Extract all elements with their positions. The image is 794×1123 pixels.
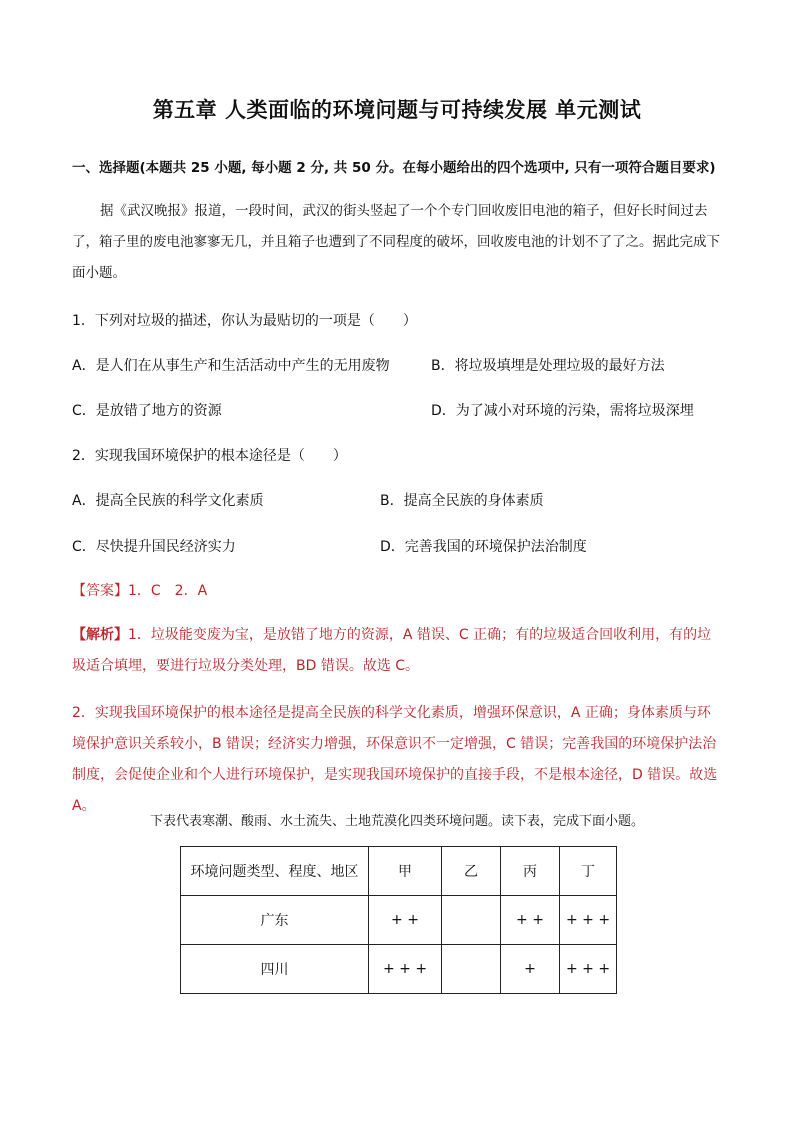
table-cell — [442, 945, 501, 994]
analysis-label: 【解析】 — [72, 627, 128, 643]
section-heading: 一、选择题(本题共 25 小题, 每小题 2 分, 共 50 分。在每小题给出的四个选项中, 只有一项符合题目要求) — [72, 160, 716, 176]
table-cell: 四川 — [181, 945, 369, 994]
table-header-cell: 甲 — [369, 847, 442, 896]
table-header-cell: 丁 — [560, 847, 617, 896]
answer-label: 【答案】 — [72, 583, 128, 599]
environment-problems-table — [180, 846, 617, 994]
table-cell — [442, 896, 501, 945]
question-1-option-b: B．将垃圾填埋是处理垃圾的最好方法 — [431, 358, 665, 374]
question-1-option-c: C．是放错了地方的资源 — [72, 403, 222, 419]
question-2-option-d: D．完善我国的环境保护法治制度 — [380, 539, 587, 555]
table-cell: + + + — [369, 945, 442, 994]
table-cell: + + — [501, 896, 560, 945]
question-1-stem: 1．下列对垃圾的描述，你认为最贴切的一项是（ ） — [72, 313, 417, 329]
table-cell: + + + — [560, 896, 617, 945]
table-cell: + + + — [560, 945, 617, 994]
page-title: 第五章 人类面临的环境问题与可持续发展 单元测试 — [152, 97, 642, 122]
question-2-stem: 2．实现我国环境保护的根本途径是（ ） — [72, 448, 347, 464]
table-header-cell: 乙 — [442, 847, 501, 896]
question-1-option-d: D．为了减小对环境的污染，需将垃圾深埋 — [431, 403, 694, 419]
question-1-option-a: A．是人们在从事生产和生活活动中产生的无用废物 — [72, 358, 390, 374]
table-header-row — [181, 847, 617, 896]
analysis-text-1: 1．垃圾能变废为宝，是放错了地方的资源，A 错误、C 正确；有的垃圾适合回收利用，有的垃圾适合填埋，要进行垃圾分类处理，BD 错误。故选 C。 — [72, 627, 712, 674]
table-lead-text: 下表代表寒潮、酸雨、水土流失、土地荒漠化四类环境问题。读下表，完成下面小题。 — [149, 814, 644, 829]
table-header-cell: 环境问题类型、程度、地区 — [181, 847, 369, 896]
table-cell: + + — [369, 896, 442, 945]
table-row — [181, 896, 617, 945]
question-2-option-c: C．尽快提升国民经济实力 — [72, 539, 236, 555]
table-row — [181, 945, 617, 994]
analysis-paragraph-1 — [72, 620, 724, 682]
table-cell: 广东 — [181, 896, 369, 945]
answer-text: 1．C 2．A — [128, 583, 208, 599]
table-header-cell: 丙 — [501, 847, 560, 896]
question-2-option-a: A．提高全民族的科学文化素质 — [72, 493, 264, 509]
answer-line — [72, 580, 207, 600]
analysis-paragraph-2: 2．实现我国环境保护的根本途径是提高全民族的科学文化素质，增强环保意识，A 正确；身体素质与环境保护意识关系较小，B 错误；经济实力增强，环保意识不一定增强，C 错误；完善我国的环境保护法治制度，会促使企业和个人进行环境保护，是实现我国环境保护的直接手段，不是根本途径，D 错误。故选 A。 — [72, 705, 718, 814]
table-cell: + — [501, 945, 560, 994]
intro-passage: 据《武汉晚报》报道，一段时间，武汉的街头竖起了一个个专门回收废旧电池的箱子，但好长时间过去了，箱子里的废电池寥寥无几，并且箱子也遭到了不同程度的破坏，回收废电池的计划不了了之。据此完成下面小题。 — [72, 203, 720, 281]
question-2-option-b: B．提高全民族的身体素质 — [380, 493, 544, 509]
